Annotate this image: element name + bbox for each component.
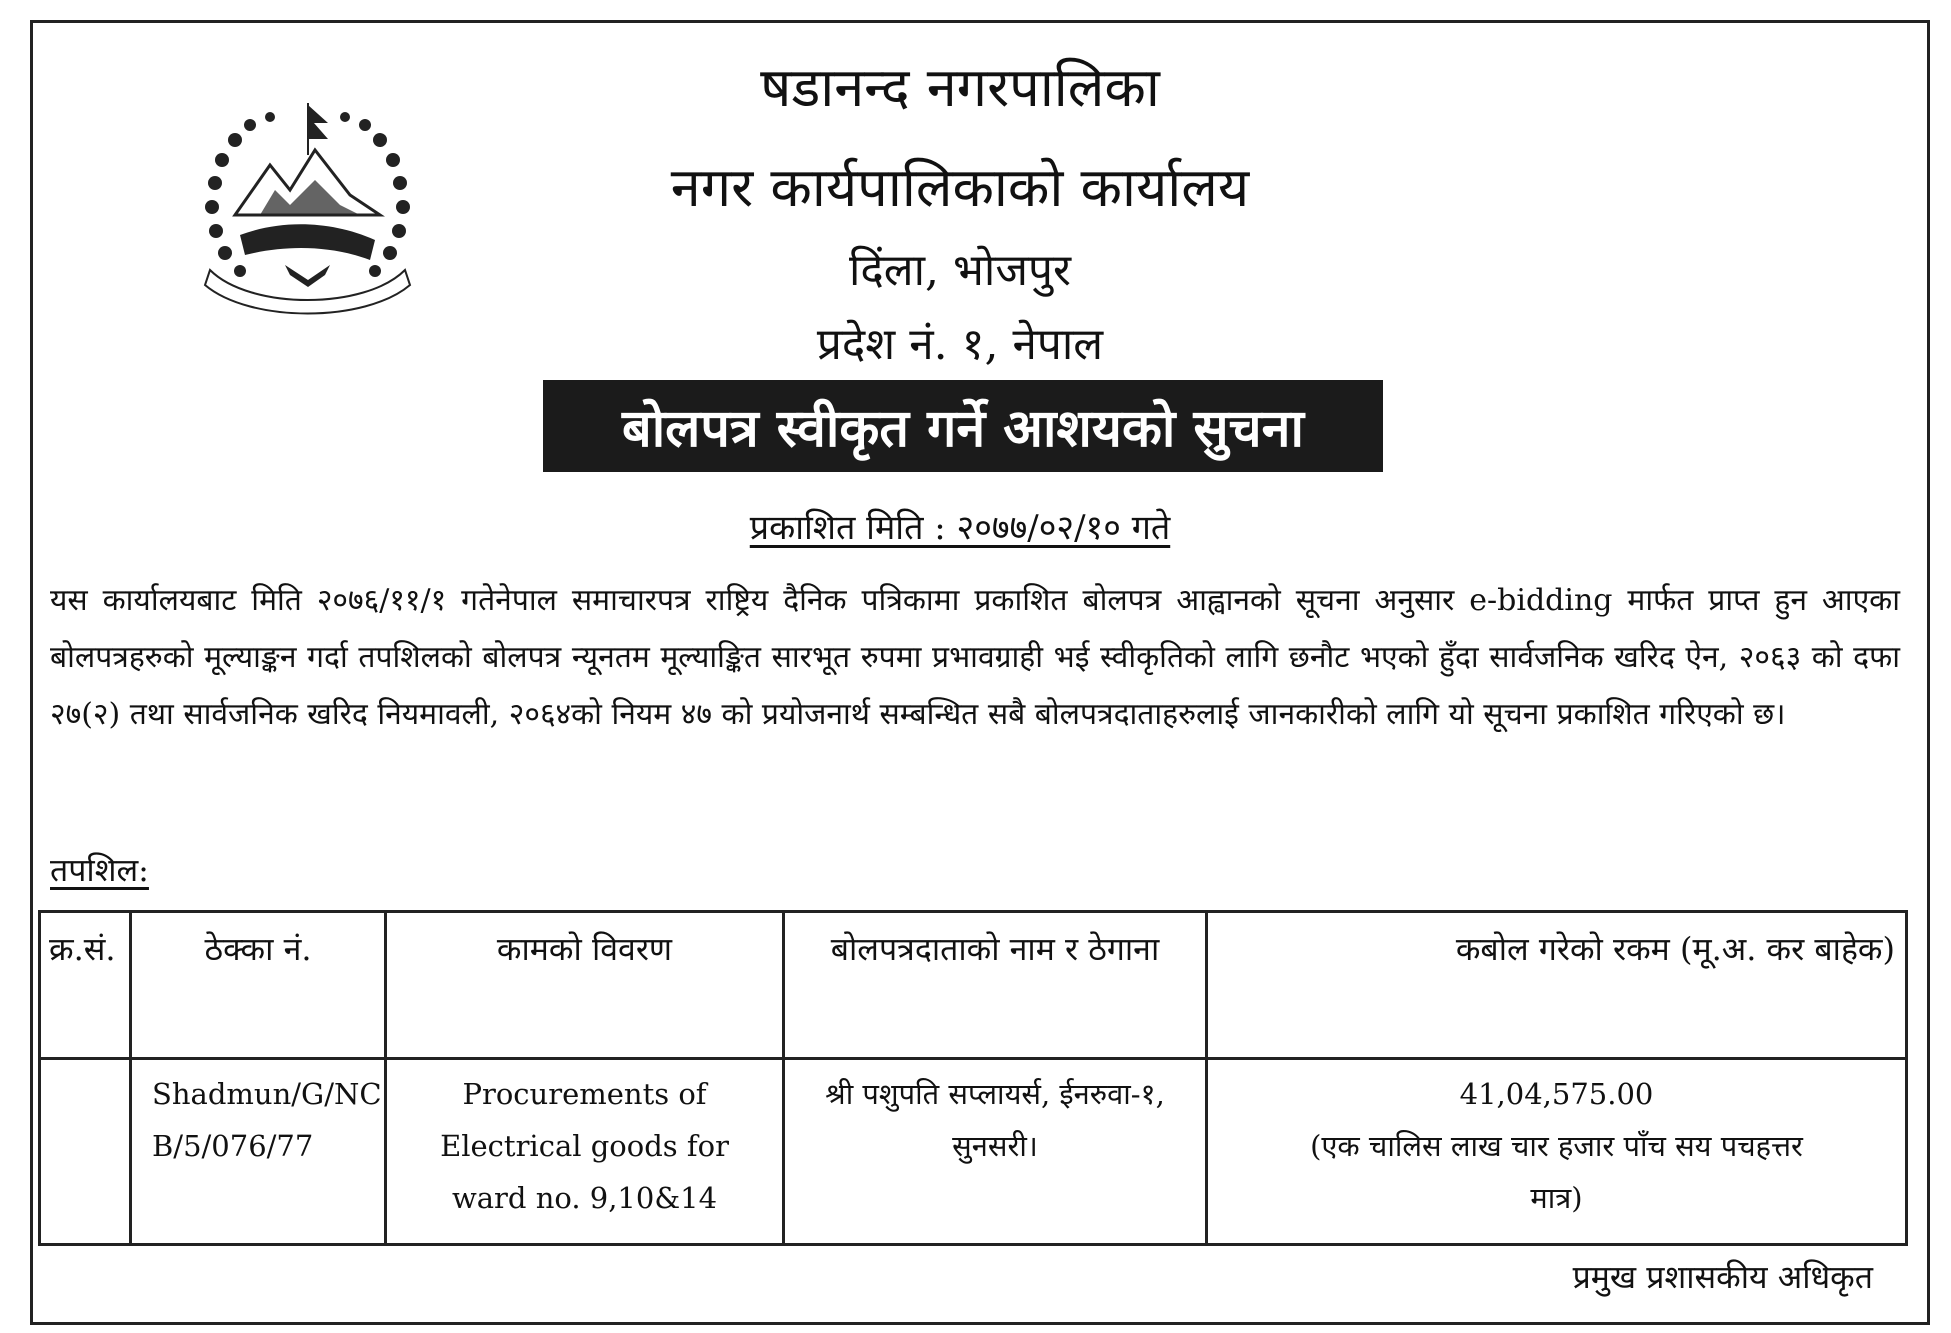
signatory: प्रमुख प्रशासकीय अधिकृत xyxy=(1572,1258,1873,1296)
details-label: तपशिल: xyxy=(50,851,149,889)
office-name: नगर कार्यपालिकाको कार्यालय xyxy=(670,156,1250,219)
amount-words: (एक चालिस लाख चार हजार पाँच सय पचहत्तर मात्र) xyxy=(1310,1129,1803,1215)
office-address: दिंला, भोजपुर xyxy=(849,245,1071,296)
cell-serial xyxy=(40,1059,131,1245)
publish-date xyxy=(560,503,1360,549)
col-contract-no: ठेक्का नं. xyxy=(131,912,386,1059)
cell-description: Procurements of Electrical goods for ward no. 9,10&14 xyxy=(386,1059,784,1245)
amount-figure: 41,04,575.00 xyxy=(1459,1077,1654,1111)
table-header-row xyxy=(40,912,1907,1059)
cell-bidder: श्री पशुपति सप्लायर्स, ईनरुवा-१, सुनसरी। xyxy=(784,1059,1207,1245)
publish-date-text: प्रकाशित मिति : २०७७/०२/१० गते xyxy=(749,508,1171,548)
cell-contract-no: Shadmun/G/NCB/5/076/77 xyxy=(131,1059,386,1245)
col-serial: क्र.सं. xyxy=(40,912,131,1059)
province-line: प्रदेश नं. १, नेपाल xyxy=(816,319,1104,370)
notice-title-banner: बोलपत्र स्वीकृत गर्ने आशयको सुचना xyxy=(543,380,1383,472)
col-bidder: बोलपत्रदाताको नाम र ठेगाना xyxy=(784,912,1207,1059)
contract-table xyxy=(38,910,1908,1246)
nepal-emblem-icon xyxy=(190,95,425,325)
municipality-name: षडानन्द नगरपालिका xyxy=(760,56,1160,119)
cell-amount xyxy=(1207,1059,1907,1245)
table-row xyxy=(40,1059,1907,1245)
notice-body: यस कार्यालयबाट मिति २०७६/११/१ गतेनेपाल समाचारपत्र राष्ट्रिय दैनिक पत्रिकामा प्रकाशित बोलपत्र आह्वानको सूचना अनुसार e-bidding मार्फत प्राप्त हुन आएका बोलपत्रहरुको मूल्याङ्कन गर्दा तपशिलको बोलपत्र न्यूनतम मूल्याङ्कित सारभूत रुपमा प्रभावग्राही भई स्वीकृतिको लागि छनौट भएको हुँदा सार्वजनिक खरिद ऐन, २०६३ को दफा २७(२) तथा सार्वजनिक खरिद नियमावली, २०६४को नियम ४७ को प्रयोजनार्थ सम्बन्धित सबै बोलपत्रदाताहरुलाई जानकारीको लागि यो सूचना प्रकाशित गरिएको छ। xyxy=(50,583,1900,732)
col-amount: कबोल गरेको रकम (मू.अ. कर बाहेक) xyxy=(1207,912,1907,1059)
col-description: कामको विवरण xyxy=(386,912,784,1059)
